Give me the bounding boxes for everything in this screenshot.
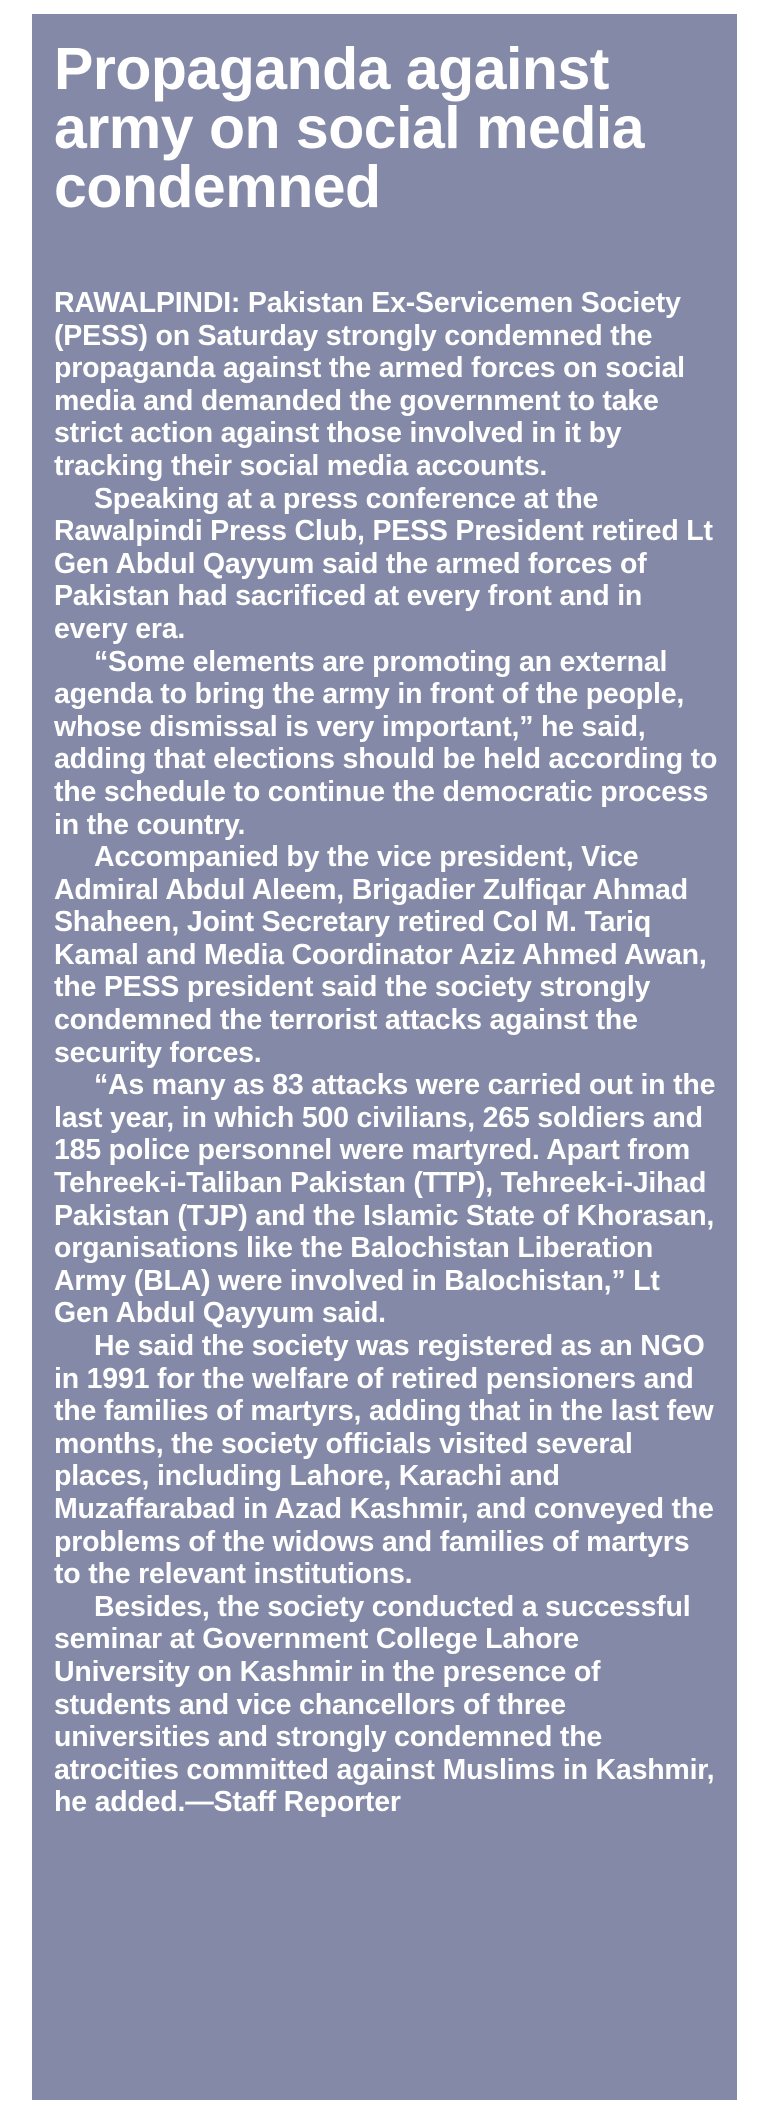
paragraph-seminar: Besides, the society conducted a successful seminar at Government College Lahore University on Kashmir in the presence of students and vice chancellors of three universities and strongly condemned the atrocities committed against Muslims in Kashmir, he added.—Staff Reporter: [54, 1590, 715, 1819]
headline: Propaganda against army on social media condemned: [54, 36, 645, 220]
paragraph-ngo: He said the society was registered as an NGO in 1991 for the welfare of retired pensioners and the families of martyrs, adding that in the last few months, the society officials visited several places, including Lahore, Karachi and Muzaffarabad in Azad Kashmir, and conveyed the problems of the widows and families of martyrs to the relevant institutions.: [54, 1330, 714, 1591]
article-body: [54, 287, 719, 1819]
paragraph-attendees: Accompanied by the vice president, Vice Admiral Abdul Aleem, Brigadier Zulfiqar Ahmad Shaheen, Joint Secretary retired Col M. Tariq Kamal and Media Coordinator Aziz Ahmed Awan, the PESS president said the society strongly condemned the terrorist attacks against the security forces.: [54, 841, 707, 1069]
paragraph-press-conference: Speaking at a press conference at the Rawalpindi Press Club, PESS President retired Lt Gen Abdul Qayyum said the armed forces of Pakistan had sacrificed at every front and in every era.: [54, 482, 713, 645]
news-clipping: [32, 14, 737, 2100]
paragraph-attacks: “As many as 83 attacks were carried out in the last year, in which 500 civilians, 265 soldiers and 185 police personnel were martyred. Apart from Tehreek-i-Taliban Pakistan (TTP), Tehreek-i-Jihad Pakistan (TJP) and the Islamic State of Khorasan, organisations like the Balochistan Liberation Army (BLA) were involved in Balochistan,” Lt Gen Abdul Qayyum said.: [54, 1069, 716, 1330]
paragraph-dateline: RAWALPINDI: Pakistan Ex-Servicemen Society (PESS) on Saturday strongly condemned the propaganda against the armed forces on social media and demanded the government to take strict action against those involved in it by tracking their social media accounts.: [54, 287, 685, 482]
paragraph-quote-agenda: “Some elements are promoting an external agenda to bring the army in front of the people, whose dismissal is very important,” he said, adding that elections should be held according to the schedule to continue the democratic process in the country.: [54, 645, 718, 841]
